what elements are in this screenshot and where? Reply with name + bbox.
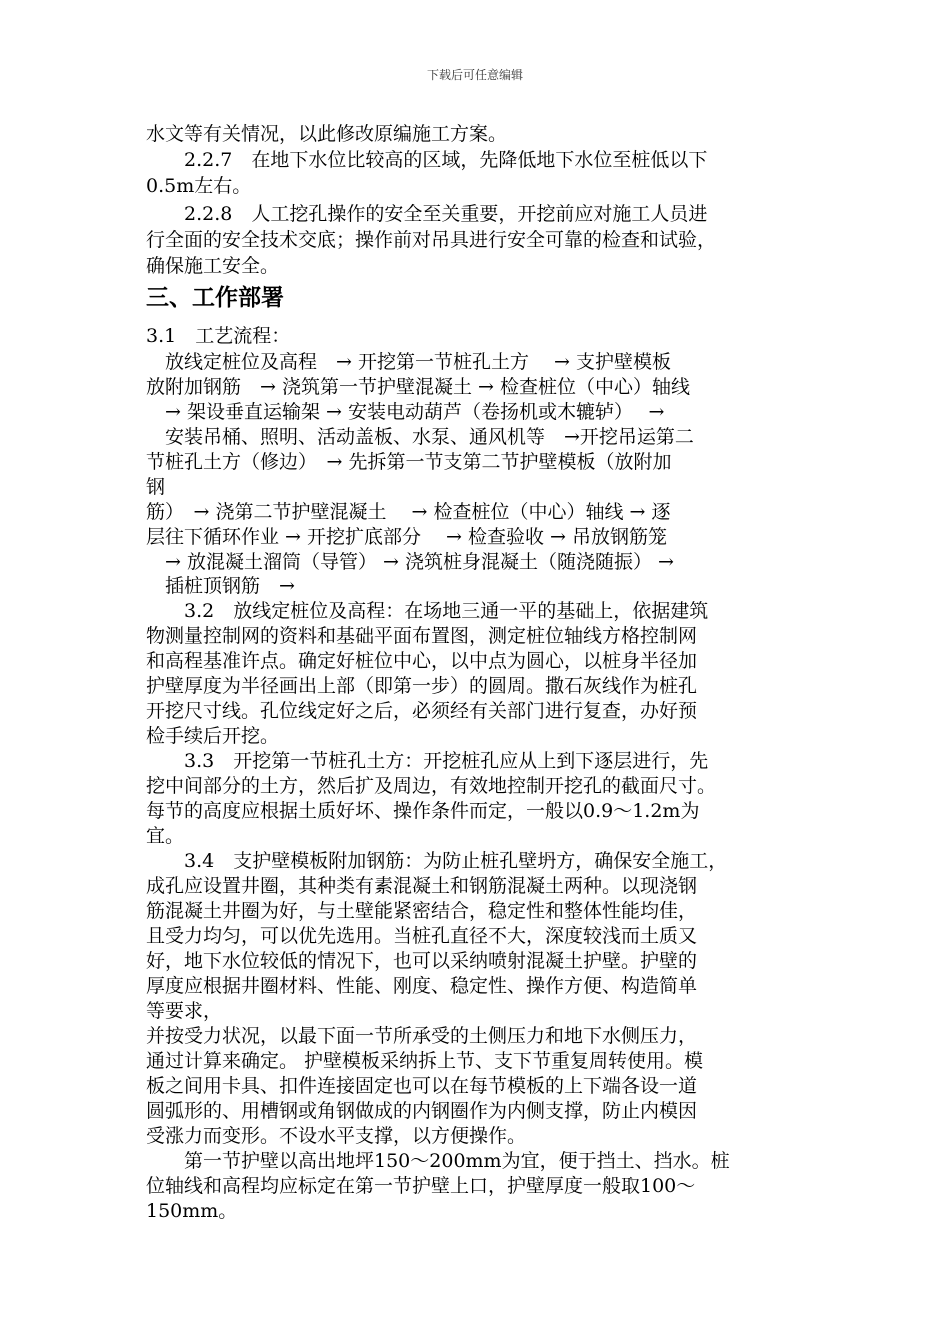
text-line: 层往下循环作业 → 开挖扩底部分 → 检查验收 → 吊放钢筋笼 (146, 526, 667, 548)
text-line: 插桩顶钢筋 → (146, 575, 295, 597)
text-line: 3.2 放线定桩位及高程：在场地三通一平的基础上，依据建筑 (146, 600, 709, 622)
text-line: 放线定桩位及高程 → 开挖第一节桩孔土方 → 支护壁模板 (146, 351, 671, 373)
text-line: 放附加钢筋 → 浇筑第一节护壁混凝土 → 检查桩位（中心）轴线 (146, 376, 690, 398)
section-heading: 三、工作部署 (146, 285, 284, 311)
text-line: 150mm。 (146, 1200, 238, 1222)
text-line: 检手续后开挖。 (146, 725, 280, 747)
text-line: 好，地下水位较低的情况下，也可以采纳喷射混凝土护壁。护壁的 (146, 950, 698, 972)
text-line: 0.5m左右。 (146, 175, 252, 197)
text-line: 且受力均匀，可以优先选用。当桩孔直径不大，深度较浅而土质又 (146, 925, 698, 947)
text-line: 位轴线和高程均应标定在第一节护壁上口，护壁厚度一般取100～ (146, 1175, 696, 1197)
text-line: 和高程基准许点。确定好桩位中心，以中点为圆心，以桩身半径加 (146, 650, 698, 672)
text-line: 板之间用卡具、扣件连接固定也可以在每节模板的上下端各设一道 (146, 1075, 698, 1097)
text-line: 护壁厚度为半径画出上部（即第一步）的圆周。撒石灰线作为桩孔 (146, 675, 698, 697)
text-line: 行全面的安全技术交底；操作前对吊具进行安全可靠的检查和试验， (146, 229, 717, 251)
text-line: 3.3 开挖第一节桩孔土方：开挖桩孔应从上到下逐层进行，先 (146, 750, 709, 772)
text-line: 第一节护壁以高出地坪150～200mm为宜，便于挡土、挡水。桩 (146, 1150, 730, 1172)
text-line: 通过计算来确定。 护壁模板采纳拆上节、支下节重复周转使用。模 (146, 1050, 704, 1072)
text-line: 并按受力状况，以最下面一节所承受的土侧压力和地下水侧压力， (146, 1025, 698, 1047)
text-line: 筋混凝土井圈为好，与土壁能紧密结合，稳定性和整体性能均佳， (146, 900, 698, 922)
text-line: 钢 (146, 476, 166, 498)
text-line: → 架设垂直运输架 → 安装电动葫芦（卷扬机或木辘轳） → (146, 401, 665, 423)
text-line: 等要求， (146, 1000, 223, 1022)
text-line: 成孔应设置井圈，其种类有素混凝土和钢筋混凝土两种。以现浇钢 (146, 875, 698, 897)
text-line: 2.2.7 在地下水位比较高的区域，先降低地下水位至桩低以下 (146, 149, 708, 171)
text-line: 宜。 (146, 825, 185, 847)
text-line: 挖中间部分的土方，然后扩及周边，有效地控制开挖孔的截面尺寸。 (146, 775, 717, 797)
text-line: 厚度应根据井圈材料、性能、刚度、稳定性、操作方便、构造简单 (146, 975, 698, 997)
text-line: 受涨力而变形。不设水平支撑，以方便操作。 (146, 1125, 527, 1147)
text-line: 每节的高度应根据土质好坏、操作条件而定，一般以0.9～1.2m为 (146, 800, 700, 822)
page-header: 下载后可任意编辑 (426, 68, 523, 82)
text-line: 物测量控制网的资料和基础平面布置图，测定桩位轴线方格控制网 (146, 625, 698, 647)
text-line: 圆弧形的、用槽钢或角钢做成的内钢圈作为内侧支撑，防止内模因 (146, 1100, 698, 1122)
text-line: 筋） → 浇第二节护壁混凝土 → 检查桩位（中心）轴线 → 逐 (146, 501, 671, 523)
text-line: 3.1 工艺流程： (146, 325, 291, 347)
text-line: → 放混凝土溜筒（导管） → 浇筑桩身混凝土（随浇随振） → (146, 551, 674, 573)
text-line: 安装吊桶、照明、活动盖板、水泵、通风机等 →开挖吊运第二 (146, 426, 694, 448)
text-line: 3.4 支护壁模板附加钢筋：为防止桩孔壁坍方，确保安全施工， (146, 850, 728, 872)
text-line: 开挖尺寸线。孔位线定好之后，必须经有关部门进行复查，办好预 (146, 700, 698, 722)
text-line: 确保施工安全。 (146, 255, 280, 277)
text-line: 2.2.8 人工挖孔操作的安全至关重要，开挖前应对施工人员进 (146, 203, 708, 225)
text-line: 水文等有关情况，以此修改原编施工方案。 (146, 123, 508, 145)
text-line: 节桩孔土方（修边） → 先拆第一节支第二节护壁模板（放附加 (146, 451, 672, 473)
